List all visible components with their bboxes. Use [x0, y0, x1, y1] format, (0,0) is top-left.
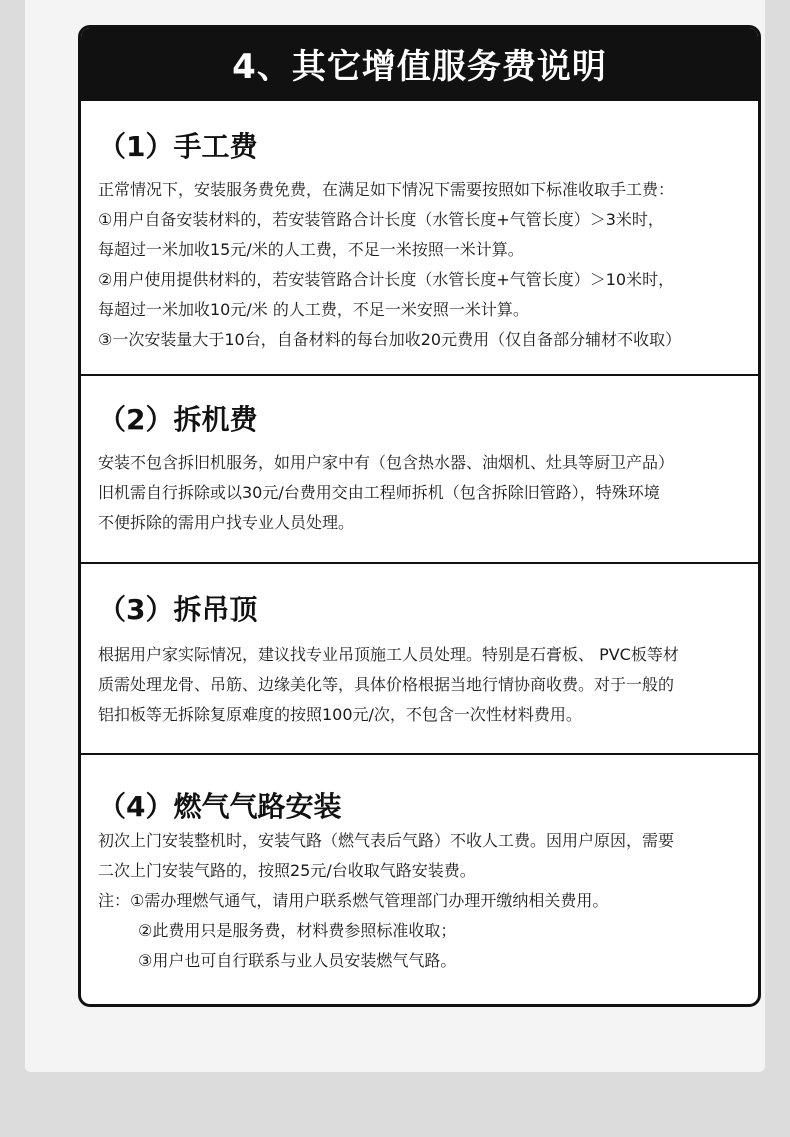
note-line: ③用户也可自行联系与业人员安装燃气气路。	[138, 951, 457, 970]
section-manual-fee	[81, 101, 758, 376]
text-line: 旧机需自行拆除或以30元/台费用交由工程师拆机（包含拆除旧管路），特殊环境	[98, 483, 660, 502]
section-body	[98, 640, 746, 730]
text-line: 每超过一米加收15元/米的人工费，不足一米按照一米计算。	[98, 240, 524, 259]
section-gas-line-install	[81, 755, 758, 1005]
section-removal-fee	[81, 376, 758, 564]
section-title: （3）拆吊顶	[98, 593, 258, 626]
text-line: 铝扣板等无拆除复原难度的按照100元/次，不包含一次性材料费用。	[98, 705, 582, 724]
section-ceiling-removal	[81, 564, 758, 755]
text-line: 二次上门安装气路的，按照25元/台收取气路安装费。	[98, 861, 476, 880]
text-line: ③一次安装量大于10台，自备材料的每台加收20元费用（仅自备部分辅材不收取）	[98, 330, 682, 349]
text-line: 安装不包含拆旧机服务，如用户家中有（包含热水器、油烟机、灶具等厨卫产品）	[98, 453, 675, 472]
text-line: 注：①需办理燃气通气，请用户联系燃气管理部门办理开缴纳相关费用。	[98, 891, 609, 910]
section-title: （4）燃气气路安装	[98, 790, 342, 823]
text-line: 质需处理龙骨、吊筋、边缘美化等，具体价格根据当地行情协商收费。对于一般的	[98, 675, 675, 694]
text-line: 根据用户家实际情况，建议找专业吊顶施工人员处理。特别是石膏板、 PVC板等材	[98, 645, 679, 664]
text-line: 每超过一米加收10元/米 的人工费，不足一米安照一米计算。	[98, 300, 529, 319]
text-line: 不便拆除的需用户找专业人员处理。	[98, 513, 355, 532]
section-title: （2）拆机费	[98, 403, 258, 436]
section-title: （1）手工费	[98, 130, 258, 163]
text-line: ①用户自备安装材料的，若安装管路合计长度（水管长度+气管长度）＞3米时，	[98, 210, 664, 229]
text-line: 初次上门安装整机时，安装气路（燃气表后气路）不收人工费。因用户原因，需要	[98, 831, 675, 850]
text-line: ②用户使用提供材料的，若安装管路合计长度（水管长度+气管长度）＞10米时，	[98, 270, 675, 289]
section-body	[98, 826, 746, 976]
section-body	[98, 448, 746, 538]
service-fee-card	[78, 25, 761, 1007]
section-body	[98, 175, 746, 355]
card-title: 4、其它增值服务费说明	[81, 28, 758, 101]
note-line: ②此费用只是服务费，材料费参照标准收取；	[138, 921, 457, 940]
page-background	[25, 0, 765, 1072]
text-line: 正常情况下，安装服务费免费，在满足如下情况下需要按照如下标准收取手工费：	[98, 180, 675, 199]
